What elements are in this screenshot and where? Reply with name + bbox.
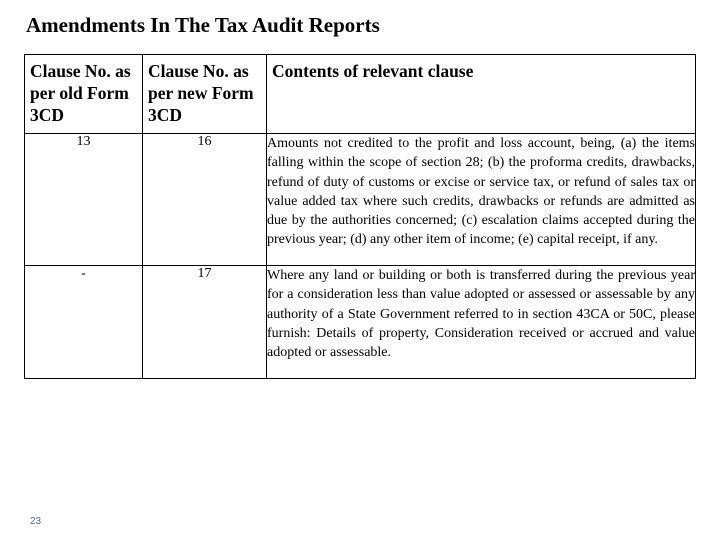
header-new-clause: Clause No. as per new Form 3CD [143,55,267,134]
table-row [25,266,696,379]
page-title: Amendments In The Tax Audit Reports [26,13,380,37]
new-clause-cell: 16 [143,134,267,266]
header-contents: Contents of relevant clause [267,55,696,134]
new-clause-cell: 17 [143,266,267,379]
contents-cell: Where any land or building or both is transferred during the previous year for a consideration less than value adopted or assessed or assessable by any authority of a State Government referred to in section 43CA or 50C, please furnish: Details of property, Consideration received or accrued and value adopted or assessable. [267,266,696,379]
old-clause-cell: - [25,266,143,379]
amendments-table [24,54,696,379]
table-row [25,134,696,266]
old-clause-cell: 13 [25,134,143,266]
page-number: 23 [30,516,42,527]
header-old-clause: Clause No. as per old Form 3CD [25,55,143,134]
contents-cell: Amounts not credited to the profit and loss account, being, (a) the items falling within the scope of section 28; (b) the proforma credits, drawbacks, refund of duty of customs or excise or service tax, or refund of sales tax or value added tax where such credits, drawbacks or refunds are admitted as due by the authorities concerned; (c) escalation claims accepted during the previous year; (d) any other item of income; (e) capital receipt, if any. [267,134,696,266]
table-header-row [25,55,696,134]
